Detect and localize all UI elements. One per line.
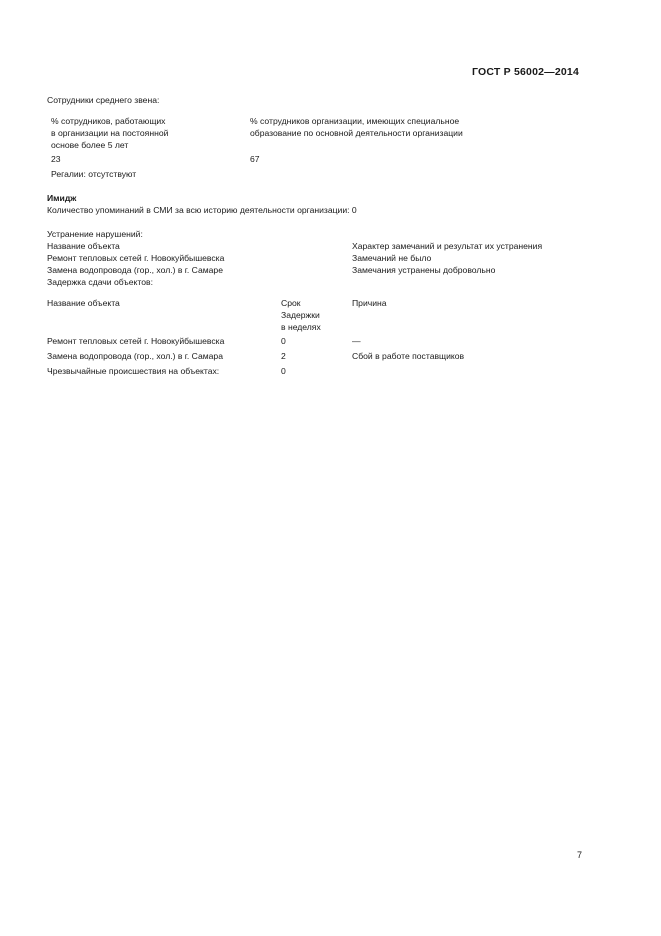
page-number: 7 bbox=[577, 850, 583, 860]
standard-code: ГОСТ Р 56002—2014 bbox=[472, 66, 580, 78]
mid-staff-regalia: Регалии: отсутствуют bbox=[51, 169, 137, 179]
violations-row-object: Замена водопровода (гор., хол.) в г. Самаре bbox=[47, 265, 223, 275]
media-mentions: Количество упоминаний в СМИ за всю историю деятельности организации: 0 bbox=[47, 205, 357, 215]
delays-row-reason: — bbox=[352, 336, 361, 346]
mid-staff-col2-value: 67 bbox=[250, 154, 260, 164]
delays-row-term: 2 bbox=[281, 351, 286, 361]
delays-row-term: 0 bbox=[281, 366, 286, 376]
mid-staff-col2-header-line: образование по основной деятельности организации bbox=[250, 128, 463, 138]
violations-col-object: Название объекта bbox=[47, 241, 120, 251]
delays-row-object: Чрезвычайные происшествия на объектах: bbox=[47, 366, 220, 376]
delays-row-term: 0 bbox=[281, 336, 286, 346]
mid-staff-col2-header-line: % сотрудников организации, имеющих специальное bbox=[250, 116, 460, 126]
violations-row-remarks: Замечаний не было bbox=[352, 253, 432, 263]
delays-col-term-line: Срок bbox=[281, 298, 301, 308]
delays-col-term-line: в неделях bbox=[281, 322, 321, 332]
mid-staff-col1-header-line: основе более 5 лет bbox=[51, 140, 129, 150]
delays-title: Задержка сдачи объектов: bbox=[47, 277, 153, 287]
violations-title: Устранение нарушений: bbox=[47, 229, 143, 239]
delays-col-object: Название объекта bbox=[47, 298, 120, 308]
delays-col-reason: Причина bbox=[352, 298, 387, 308]
mid-staff-col1-header-line: в организации на постоянной bbox=[51, 128, 169, 138]
delays-row-object: Замена водопровода (гор., хол.) в г. Самара bbox=[47, 351, 223, 361]
violations-col-remarks: Характер замечаний и результат их устранения bbox=[352, 241, 543, 251]
delays-row-reason: Сбой в работе поставщиков bbox=[352, 351, 465, 361]
violations-row-remarks: Замечания устранены добровольно bbox=[352, 265, 496, 275]
delays-col-term-line: Задержки bbox=[281, 310, 320, 320]
violations-row-object: Ремонт тепловых сетей г. Новокуйбышевска bbox=[47, 253, 225, 263]
mid-staff-col1-header-line: % сотрудников, работающих bbox=[51, 116, 166, 126]
mid-staff-col1-value: 23 bbox=[51, 154, 61, 164]
delays-row-object: Ремонт тепловых сетей г. Новокуйбышевска bbox=[47, 336, 225, 346]
mid-staff-title: Сотрудники среднего звена: bbox=[47, 95, 160, 105]
image-section-title: Имидж bbox=[47, 193, 77, 203]
